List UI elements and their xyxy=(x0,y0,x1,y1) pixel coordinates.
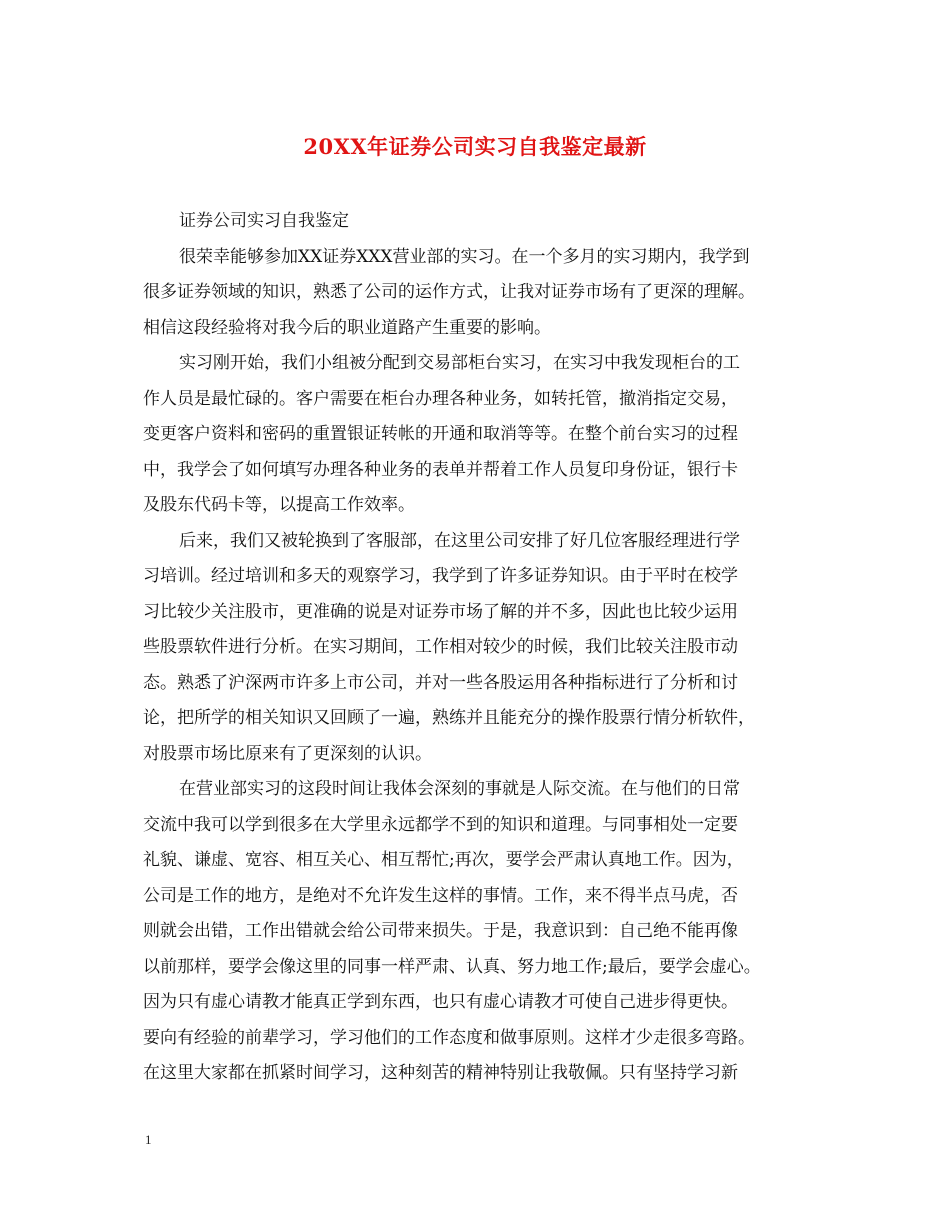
paragraph-line: 后来，我们又被轮换到了客服部，在这里公司安排了好几位客服经理进行学 xyxy=(179,530,740,551)
paragraph-line: 些股票软件进行分析。在实习期间，工作相对较少的时候，我们比较关注股市动 xyxy=(143,637,738,657)
paragraph-line: 实习刚开始，我们小组被分配到交易部柜台实习，在实习中我发现柜台的工 xyxy=(179,353,740,373)
paragraph-line: 相信这段经验将对我今后的职业道路产生重要的影响。 xyxy=(143,317,551,338)
paragraph-line: 及股东代码卡等，以提高工作效率。 xyxy=(143,495,415,515)
paragraph-line: 要向有经验的前辈学习，学习他们的工作态度和做事原则。这样才少走很多弯路。 xyxy=(143,1027,755,1048)
paragraph-line: 论，把所学的相关知识又回顾了一遍，熟练并且能充分的操作股票行情分析软件， xyxy=(143,708,755,728)
paragraph-line: 对股票市场比原来有了更深刻的认识。 xyxy=(143,743,432,764)
paragraph-line: 则就会出错，工作出错就会给公司带来损失。于是，我意识到：自己绝不能再像 xyxy=(143,921,738,941)
paragraph-line: 习比较少关注股市，更准确的说是对证券市场了解的并不多，因此也比较少运用 xyxy=(143,601,738,622)
paragraph-line: 在这里大家都在抓紧时间学习，这种刻苦的精神特别让我敬佩。只有坚持学习新 xyxy=(143,1063,738,1083)
section-heading: 证券公司实习自我鉴定 xyxy=(179,211,349,231)
paragraph-line: 公司是工作的地方，是绝对不允许发生这样的事情。工作，来不得半点马虎，否 xyxy=(143,885,738,906)
paragraph-line: 因为只有虚心请教才能真正学到东西，也只有虚心请教才可使自己进步得更快。 xyxy=(143,992,738,1012)
paragraph-line: 礼貌、谦虚、宽容、相互关心、相互帮忙;再次，要学会严肃认真地工作。因为， xyxy=(143,850,744,870)
paragraph-line: 习培训。经过培训和多天的观察学习，我学到了许多证券知识。由于平时在校学 xyxy=(143,566,738,586)
paragraph-line: 很荣幸能够参加XX证券XXX营业部的实习。在一个多月的实习期内，我学到 xyxy=(179,246,750,267)
paragraph-line: 以前那样，要学会像这里的同事一样严肃、认真、努力地工作;最后，要学会虚心。 xyxy=(143,956,761,977)
paragraph-line: 中，我学会了如何填写办理各种业务的表单并帮着工作人员复印身份证，银行卡 xyxy=(143,459,738,480)
paragraph-line: 在营业部实习的这段时间让我体会深刻的事就是人际交流。在与他们的日常 xyxy=(179,779,740,799)
page-number: 1 xyxy=(145,1132,152,1147)
paragraph-line: 态。熟悉了沪深两市许多上市公司，并对一些各股运用各种指标进行了分析和讨 xyxy=(143,672,738,693)
paragraph-line: 交流中我可以学到很多在大学里永远都学不到的知识和道理。与同事相处一定要 xyxy=(143,814,738,835)
paragraph-line: 变更客户资料和密码的重置银证转帐的开通和取消等等。在整个前台实习的过程 xyxy=(143,424,738,444)
document-body xyxy=(143,204,833,1092)
document-title: 20XX年证券公司实习自我鉴定最新 xyxy=(303,134,647,159)
paragraph-line: 作人员是最忙碌的。客户需要在柜台办理各种业务，如转托管，撤消指定交易， xyxy=(143,388,738,409)
paragraph-line: 很多证券领域的知识，熟悉了公司的运作方式，让我对证券市场有了更深的理解。 xyxy=(143,282,755,302)
